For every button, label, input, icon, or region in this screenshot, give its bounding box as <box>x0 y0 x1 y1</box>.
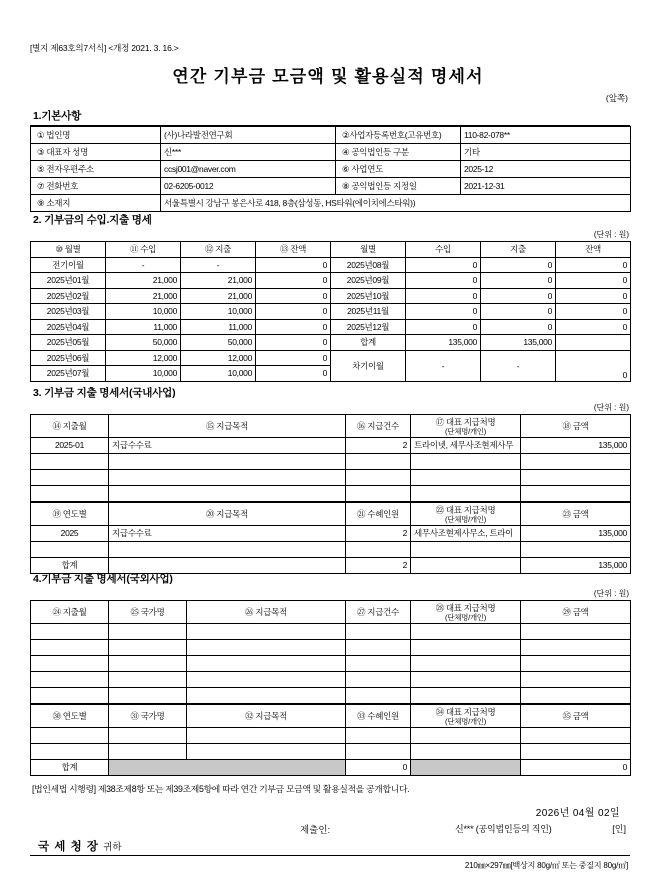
payee-cell <box>411 485 521 501</box>
expense-cell: 11,000 <box>181 319 256 335</box>
amount-cell <box>521 639 631 655</box>
count-cell <box>346 743 411 759</box>
month-cell: 2025년11월 <box>331 304 406 320</box>
payee-cell <box>411 671 521 687</box>
purpose-cell <box>187 743 346 759</box>
basic-info-table <box>30 126 631 212</box>
monthly-income-expense-table <box>30 241 631 382</box>
col-month-left: ⑩ 월별 <box>31 242 106 258</box>
col-payee-name-overseas-sub: (단체명/개인) <box>445 613 486 622</box>
address-label: ⑨ 소재지 <box>31 195 161 212</box>
count-cell <box>346 623 411 639</box>
col-expense-left: ⑫ 지출 <box>181 242 256 258</box>
expense-cell: 21,000 <box>181 288 256 304</box>
count-cell: 2 <box>346 525 411 541</box>
table-row <box>31 671 631 687</box>
col-amount-yearly: ㉓ 금액 <box>521 502 631 525</box>
balance-cell: 0 <box>556 319 631 335</box>
col-income-left: ⑪ 수입 <box>106 242 181 258</box>
total-income-cell: 135,000 <box>406 335 481 351</box>
payee-cell <box>411 453 521 469</box>
table-row <box>31 639 631 655</box>
amount-cell <box>521 623 631 639</box>
submitter-name: 신*** (공익법인등의 직인) <box>455 824 552 834</box>
purpose-cell <box>187 687 346 703</box>
country-cell <box>109 727 187 743</box>
col-year: ⑲ 연도별 <box>31 502 109 525</box>
purpose-cell <box>187 623 346 639</box>
fiscal-year-label: ⑥ 사업연도 <box>336 161 461 178</box>
table-row <box>31 161 631 178</box>
designation-date-label: ⑧ 공익법인등 지정일 <box>336 178 461 195</box>
balance-cell: 0 <box>256 273 331 289</box>
balance-cell: 0 <box>556 288 631 304</box>
balance-cell: 0 <box>556 257 631 273</box>
section2-title: 2. 기부금의 수입.지출 명세 <box>33 214 152 226</box>
balance-cell: 0 <box>256 304 331 320</box>
payee-cell: 트라이넷, 세무사조현제사무 <box>411 437 521 453</box>
month-cell: 전기이월 <box>31 257 106 273</box>
expense-cell: 10,000 <box>181 304 256 320</box>
carryover-label-cell: 차기이월 <box>331 350 406 381</box>
month-cell: 2025년12월 <box>331 319 406 335</box>
payee-cell <box>411 655 521 671</box>
entity-type-value: 기타 <box>461 144 631 161</box>
email-label: ⑤ 전자우편주소 <box>31 161 161 178</box>
table-row <box>31 743 631 759</box>
recipient <box>38 838 122 854</box>
table-row <box>31 623 631 639</box>
table-header-row <box>31 415 631 438</box>
seal-placeholder: [인] <box>612 824 626 834</box>
amount-cell: 135,000 <box>521 437 631 453</box>
income-cell: 0 <box>406 288 481 304</box>
rep-name-value: 신*** <box>161 144 336 161</box>
country-cell <box>109 639 187 655</box>
year-cell <box>31 743 109 759</box>
expense-month-cell <box>31 639 109 655</box>
col-payment-count: ⑯ 지급건수 <box>346 415 411 438</box>
expense-month-cell <box>31 453 109 469</box>
section4-title: 4.기부금 지출 명세서(국외사업) <box>33 573 173 585</box>
purpose-cell <box>109 541 346 557</box>
email-value: ccsj001@naver.com <box>161 161 336 178</box>
payee-cell <box>411 623 521 639</box>
income-cell: 21,000 <box>106 288 181 304</box>
payee-cell <box>411 541 521 557</box>
table-row <box>31 541 631 557</box>
overseas-yearly-table <box>30 704 631 776</box>
table-row <box>31 469 631 485</box>
expense-cell: 50,000 <box>181 335 256 351</box>
carryover-expense-cell: - <box>481 350 556 381</box>
month-cell: 2025년02월 <box>31 288 106 304</box>
col-payment-count-overseas: ㉗ 지급건수 <box>346 601 411 624</box>
section-basic-info <box>30 108 630 212</box>
table-row <box>31 453 631 469</box>
col-expense-month: ⑭ 지출월 <box>31 415 109 438</box>
corp-name-label: ① 법인명 <box>31 127 161 144</box>
payee-cell <box>411 469 521 485</box>
form-code: [별지 제63호의7서식] <개정 2021. 3. 16.> <box>30 43 179 53</box>
submitter-label: 제출인: <box>300 825 331 836</box>
total-amount-cell: 135,000 <box>521 557 631 573</box>
col-income-right: 수입 <box>406 242 481 258</box>
table-row <box>31 687 631 703</box>
phone-value: 02-6205-0012 <box>161 178 336 195</box>
total-label-cell: 합계 <box>331 335 406 351</box>
expense-month-cell <box>31 623 109 639</box>
country-cell <box>109 687 187 703</box>
total-label-cell: 합계 <box>31 759 109 775</box>
col-beneficiary-count: ㉑ 수혜인원 <box>346 502 411 525</box>
payee-cell <box>411 639 521 655</box>
col-payee-name-yearly-overseas <box>411 704 521 727</box>
balance-cell: 0 <box>556 273 631 289</box>
income-cell: 0 <box>406 273 481 289</box>
col-payee-name-main: ⑰ 대표 지급처명 <box>435 417 496 427</box>
amount-cell <box>521 671 631 687</box>
section1-title: 1.기본사항 <box>33 110 82 122</box>
income-cell: 12,000 <box>106 350 181 366</box>
biz-reg-no-value: 110-82-078** <box>461 127 631 144</box>
phone-label: ⑦ 전화번호 <box>31 178 161 195</box>
purpose-cell <box>109 485 346 501</box>
country-cell <box>109 623 187 639</box>
balance-cell: 0 <box>556 304 631 320</box>
legal-statement: [법인세법 시행령] 제38조제8항 또는 제39조제5항에 따라 연간 기부금 모금액 및 활용실적을 공개합니다. <box>32 784 410 794</box>
income-cell: 10,000 <box>106 304 181 320</box>
balance-cell: 0 <box>256 366 331 382</box>
expense-cell: 0 <box>481 304 556 320</box>
table-total-row <box>31 759 631 775</box>
table-row <box>31 485 631 501</box>
total-count-cell: 2 <box>346 557 411 573</box>
entity-type-label: ④ 공익법인등 구분 <box>336 144 461 161</box>
payee-cell <box>411 727 521 743</box>
footer-divider <box>30 855 630 856</box>
income-cell: 0 <box>406 319 481 335</box>
year-cell: 2025 <box>31 525 109 541</box>
total-shaded-left <box>109 759 346 775</box>
table-row <box>31 319 631 335</box>
month-cell: 2025년10월 <box>331 288 406 304</box>
count-cell <box>346 655 411 671</box>
table-row <box>31 127 631 144</box>
table-row <box>31 304 631 320</box>
amount-cell <box>521 469 631 485</box>
table-row <box>31 655 631 671</box>
table-row <box>31 195 631 212</box>
table-row <box>31 144 631 161</box>
col-expense-right: 지출 <box>481 242 556 258</box>
col-payee-name <box>411 415 521 438</box>
income-cell: 11,000 <box>106 319 181 335</box>
month-cell: 2025년07월 <box>31 366 106 382</box>
amount-cell <box>521 743 631 759</box>
recipient-suffix: 귀하 <box>103 842 122 853</box>
month-cell: 2025년05월 <box>31 335 106 351</box>
country-cell <box>109 671 187 687</box>
section4-unit: (단위 : 원) <box>593 589 629 598</box>
total-expense-cell: 135,000 <box>481 335 556 351</box>
expense-cell: 10,000 <box>181 366 256 382</box>
expense-month-cell <box>31 469 109 485</box>
submission-date: 2026년 04월 02일 <box>535 808 620 819</box>
expense-cell: - <box>181 257 256 273</box>
col-payment-purpose-yearly-overseas: ㉜ 지급목적 <box>187 704 346 727</box>
col-payment-purpose-yearly: ⑳ 지급목적 <box>109 502 346 525</box>
total-count-cell: 0 <box>346 759 411 775</box>
expense-cell: 0 <box>481 319 556 335</box>
payee-cell <box>411 743 521 759</box>
count-cell <box>346 453 411 469</box>
income-cell: 21,000 <box>106 273 181 289</box>
expense-cell: 0 <box>481 288 556 304</box>
col-month-right: 월별 <box>331 242 406 258</box>
month-cell: 2025년04월 <box>31 319 106 335</box>
count-cell <box>346 541 411 557</box>
table-row <box>31 273 631 289</box>
table-row <box>31 288 631 304</box>
count-cell <box>346 639 411 655</box>
balance-cell: 0 <box>256 350 331 366</box>
biz-reg-no-label: ②사업자등록번호(고유번호) <box>336 127 461 144</box>
section3-unit: (단위 : 원) <box>593 403 629 412</box>
table-row <box>31 525 631 541</box>
expense-month-cell <box>31 485 109 501</box>
country-cell <box>109 743 187 759</box>
section-domestic-expenditure <box>30 385 630 574</box>
carryover-balance-cell: 0 <box>556 350 631 381</box>
table-row <box>31 335 631 351</box>
expense-cell: 0 <box>481 257 556 273</box>
count-cell: 2 <box>346 437 411 453</box>
col-payee-name-yearly-main: ㉒ 대표 지급처명 <box>435 504 496 515</box>
month-cell: 2025년03월 <box>31 304 106 320</box>
income-cell: 10,000 <box>106 366 181 382</box>
expense-cell: 21,000 <box>181 273 256 289</box>
table-row <box>31 727 631 743</box>
col-payee-name-yearly <box>411 502 521 525</box>
total-label-cell: 합계 <box>31 557 109 573</box>
table-header-row <box>31 502 631 525</box>
expense-cell: 12,000 <box>181 350 256 366</box>
count-cell <box>346 727 411 743</box>
table-row <box>31 178 631 195</box>
col-amount: ⑱ 금액 <box>521 415 631 438</box>
income-cell: 0 <box>406 257 481 273</box>
purpose-cell: 지급수수료 <box>109 525 346 541</box>
col-payee-name-yearly-overseas-main: ㉞ 대표 지급처명 <box>435 706 496 717</box>
balance-cell: 0 <box>256 335 331 351</box>
purpose-cell <box>187 655 346 671</box>
col-balance-left: ⑬ 잔액 <box>256 242 331 258</box>
month-cell: 2025년08월 <box>331 257 406 273</box>
expense-month-cell: 2025-01 <box>31 437 109 453</box>
rep-name-label: ③ 대표자 성명 <box>31 144 161 161</box>
col-year-overseas: ㉚ 연도별 <box>31 704 109 727</box>
purpose-cell <box>109 453 346 469</box>
count-cell <box>346 671 411 687</box>
col-beneficiary-count-overseas: ㉝ 수혜인원 <box>346 704 411 727</box>
col-payee-name-sub: (단체명/개인) <box>445 427 486 436</box>
total-balance-cell <box>556 335 631 351</box>
overseas-monthly-table <box>30 600 631 704</box>
page-side-note: (앞쪽) <box>605 93 628 103</box>
table-header-row <box>31 601 631 624</box>
carryover-income-cell: - <box>406 350 481 381</box>
section3-title: 3. 기부금 지출 명세서(국내사업) <box>33 387 176 399</box>
address-value: 서울특별시 강남구 봉은사로 418, 8층(삼성동, HS타워(에이치에스타워)) <box>161 195 631 212</box>
month-cell: 2025년06월 <box>31 350 106 366</box>
col-payee-name-yearly-overseas-sub: (단체명/개인) <box>445 716 486 726</box>
month-cell: 2025년01월 <box>31 273 106 289</box>
purpose-cell <box>109 469 346 485</box>
col-balance-right: 잔액 <box>556 242 631 258</box>
expense-month-cell <box>31 671 109 687</box>
year-cell <box>31 541 109 557</box>
country-cell <box>109 655 187 671</box>
recipient-name: 국 세 청 장 <box>38 841 100 853</box>
income-cell: 0 <box>406 304 481 320</box>
amount-cell: 135,000 <box>521 525 631 541</box>
amount-cell <box>521 655 631 671</box>
table-row <box>31 257 631 273</box>
total-shaded-right <box>411 759 521 775</box>
col-payee-name-overseas <box>411 601 521 624</box>
col-country: ㉕ 국가명 <box>109 601 187 624</box>
col-country-yearly: ㉛ 국가명 <box>109 704 187 727</box>
amount-cell <box>521 485 631 501</box>
paper-specification: 210㎜×297㎜[백상지 80g/㎡ 또는 중질지 80g/㎡] <box>464 861 628 870</box>
total-amount-cell: 0 <box>521 759 631 775</box>
col-payment-purpose: ⑮ 지급목적 <box>109 415 346 438</box>
count-cell <box>346 485 411 501</box>
purpose-cell <box>187 639 346 655</box>
col-amount-overseas: ㉙ 금액 <box>521 601 631 624</box>
col-payment-purpose-overseas: ㉖ 지급목적 <box>187 601 346 624</box>
table-row <box>31 350 631 366</box>
balance-cell: 0 <box>256 319 331 335</box>
table-header-row <box>31 704 631 727</box>
fiscal-year-value: 2025-12 <box>461 161 631 178</box>
count-cell <box>346 687 411 703</box>
purpose-cell <box>187 671 346 687</box>
table-header-row <box>31 242 631 258</box>
corp-name-value: (사)나라발전연구회 <box>161 127 336 144</box>
income-cell: 50,000 <box>106 335 181 351</box>
income-cell: - <box>106 257 181 273</box>
year-cell <box>31 727 109 743</box>
purpose-cell <box>187 727 346 743</box>
page-title: 연간 기부금 모금액 및 활용실적 명세서 <box>172 67 484 86</box>
designation-date-value: 2021-12-31 <box>461 178 631 195</box>
expense-month-cell <box>31 655 109 671</box>
domestic-monthly-table <box>30 414 631 502</box>
amount-cell <box>521 453 631 469</box>
month-cell: 2025년09월 <box>331 273 406 289</box>
col-amount-yearly-overseas: ㉟ 금액 <box>521 704 631 727</box>
payee-cell: 세무사조현제사무소, 트라이 <box>411 525 521 541</box>
amount-cell <box>521 687 631 703</box>
payee-cell <box>411 687 521 703</box>
table-row <box>31 437 631 453</box>
col-payee-name-yearly-sub: (단체명/개인) <box>445 514 486 524</box>
balance-cell: 0 <box>256 288 331 304</box>
expense-month-cell <box>31 687 109 703</box>
amount-cell <box>521 727 631 743</box>
col-payee-name-overseas-main: ㉘ 대표 지급처명 <box>435 603 496 613</box>
count-cell <box>346 469 411 485</box>
domestic-yearly-table <box>30 502 631 574</box>
section-overseas-expenditure <box>30 571 630 776</box>
section2-unit: (단위 : 원) <box>593 230 629 239</box>
section-income-expense <box>30 212 630 382</box>
balance-cell: 0 <box>256 257 331 273</box>
expense-cell: 0 <box>481 273 556 289</box>
amount-cell <box>521 541 631 557</box>
purpose-cell: 지급수수료 <box>109 437 346 453</box>
col-expense-month-overseas: ㉔ 지출월 <box>31 601 109 624</box>
